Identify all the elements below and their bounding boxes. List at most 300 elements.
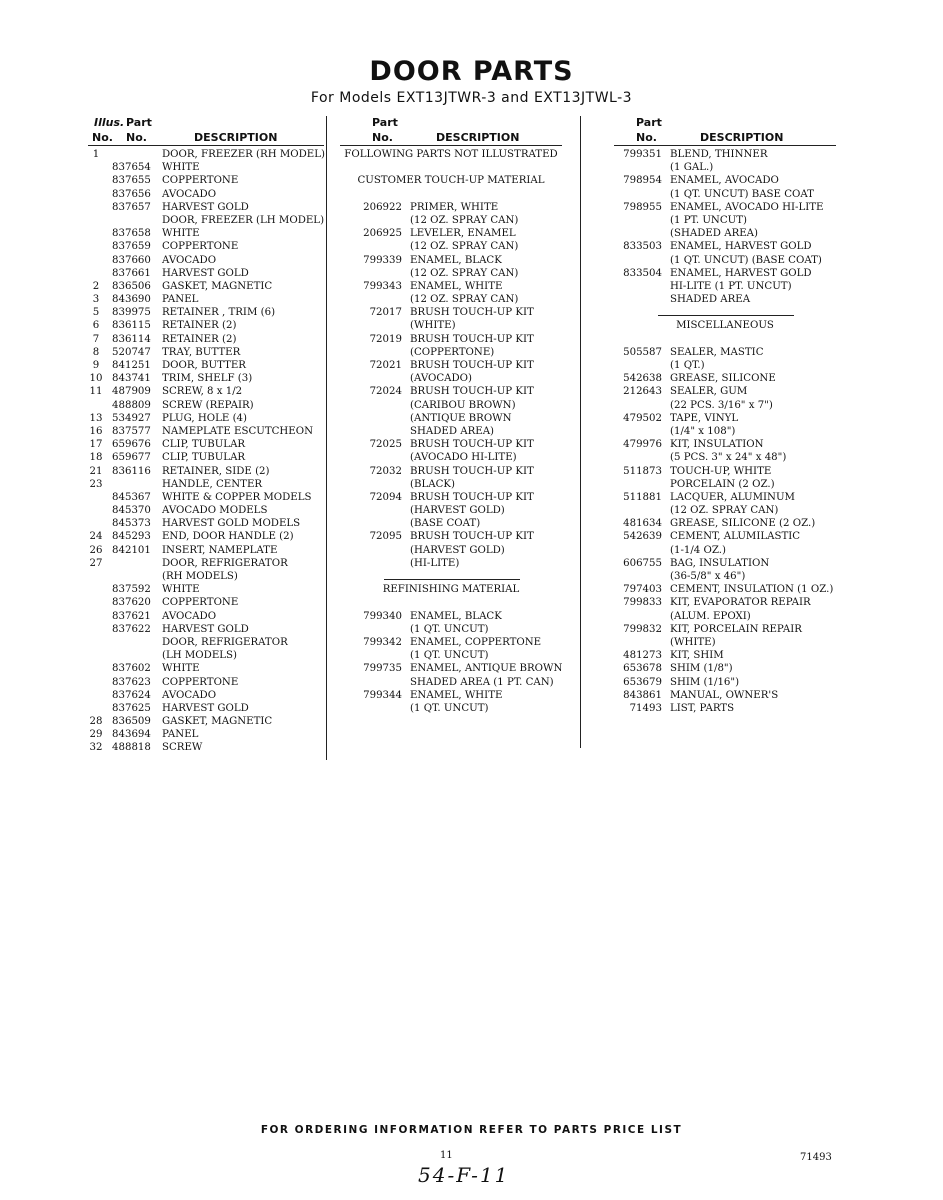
part-description: HARVEST GOLD xyxy=(162,201,249,213)
part-description: BRUSH TOUCH-UP KIT xyxy=(410,531,534,543)
table-row xyxy=(614,689,836,702)
spacer xyxy=(340,596,562,609)
part-number: 837660 xyxy=(112,254,151,266)
table-row xyxy=(614,174,836,187)
part-description: (BLACK) xyxy=(410,478,455,490)
part-description: HI-LITE (1 PT. UNCUT) xyxy=(670,280,792,292)
header-rule xyxy=(88,145,324,146)
part-description: (WHITE) xyxy=(670,636,716,648)
table-row xyxy=(614,596,836,609)
column-header xyxy=(614,116,836,148)
illus-no-label: No. xyxy=(92,131,113,144)
part-description: SHIM (1/8") xyxy=(670,663,733,675)
table-row xyxy=(614,214,836,227)
part-number: 542638 xyxy=(623,373,662,385)
part-number: 837592 xyxy=(112,584,151,596)
part-description: (AVOCADO) xyxy=(410,373,472,385)
part-label: Part xyxy=(372,116,398,129)
part-description: TRIM, SHELF (3) xyxy=(162,373,253,385)
part-description: (ALUM. EPOXI) xyxy=(670,610,751,622)
section-heading-text: CUSTOMER TOUCH-UP MATERIAL xyxy=(357,175,545,187)
table-row xyxy=(88,570,324,583)
table-row xyxy=(88,319,324,332)
page-code: 71493 xyxy=(800,1152,832,1163)
part-number: 71493 xyxy=(629,702,662,714)
part-description: CLIP, TUBULAR xyxy=(162,439,246,451)
illus-number: 18 xyxy=(89,452,103,464)
table-row xyxy=(88,636,324,649)
table-row xyxy=(88,504,324,517)
part-description: (BASE COAT) xyxy=(410,518,481,530)
part-number: 798954 xyxy=(623,175,662,187)
illus-number: 28 xyxy=(89,716,103,728)
part-description: (AVOCADO HI-LITE) xyxy=(410,452,517,464)
table-row xyxy=(88,306,324,319)
part-description: SCREW, 8 x 1/2 xyxy=(162,386,243,398)
table-row xyxy=(340,412,562,425)
table-row xyxy=(340,676,562,689)
table-row xyxy=(340,306,562,319)
table-row xyxy=(614,702,836,715)
part-description: COPPERTONE xyxy=(162,175,239,187)
part-description: WHITE xyxy=(162,584,200,596)
part-number: 845370 xyxy=(112,505,151,517)
table-row xyxy=(88,425,324,438)
part-description: HANDLE, CENTER xyxy=(162,478,263,490)
part-number: 836114 xyxy=(112,333,151,345)
table-row xyxy=(614,517,836,530)
part-description: RETAINER , TRIM (6) xyxy=(162,307,276,319)
table-row xyxy=(88,676,324,689)
description-label: DESCRIPTION xyxy=(194,131,278,144)
part-number: 606755 xyxy=(623,557,662,569)
table-row xyxy=(88,544,324,557)
column-header xyxy=(88,116,324,148)
part-number: 837622 xyxy=(112,623,151,635)
part-number: 845373 xyxy=(112,518,151,530)
illus-label: Illus. xyxy=(94,116,125,129)
table-row xyxy=(88,412,324,425)
part-description: (1 QT. UNCUT) xyxy=(410,702,489,714)
header-rule xyxy=(340,145,562,146)
part-description: (5 PCS. 3" x 24" x 48") xyxy=(670,452,787,464)
part-number: 837623 xyxy=(112,676,151,688)
part-description: COPPERTONE xyxy=(162,241,239,253)
table-row xyxy=(340,201,562,214)
table-row xyxy=(614,412,836,425)
description-label: DESCRIPTION xyxy=(700,131,784,144)
part-description: (12 OZ. SPRAY CAN) xyxy=(410,294,519,306)
table-row xyxy=(614,491,836,504)
table-row xyxy=(614,425,836,438)
part-description: AVOCADO xyxy=(162,610,217,622)
part-description: GREASE, SILICONE xyxy=(670,373,776,385)
part-number: 837625 xyxy=(112,702,151,714)
table-row xyxy=(88,161,324,174)
divider xyxy=(384,579,520,580)
table-row xyxy=(614,636,836,649)
part-number: 837577 xyxy=(112,425,151,437)
table-row xyxy=(340,530,562,543)
part-description: PLUG, HOLE (4) xyxy=(162,412,248,424)
part-label: Part xyxy=(126,116,152,129)
part-description: CLIP, TUBULAR xyxy=(162,452,246,464)
table-row xyxy=(614,293,836,306)
table-row xyxy=(340,359,562,372)
part-description: DOOR, REFRIGERATOR xyxy=(162,557,288,569)
part-number: 799833 xyxy=(623,597,662,609)
table-row xyxy=(340,425,562,438)
table-row xyxy=(88,583,324,596)
part-description: GREASE, SILICONE (2 OZ.) xyxy=(670,518,816,530)
part-description: ENAMEL, HARVEST GOLD xyxy=(670,267,812,279)
table-row xyxy=(88,649,324,662)
table-row xyxy=(88,451,324,464)
part-number: 836116 xyxy=(112,465,151,477)
table-row xyxy=(88,280,324,293)
part-number: 837658 xyxy=(112,228,151,240)
part-number: 799832 xyxy=(623,623,662,635)
table-row xyxy=(88,662,324,675)
section-heading-text: REFINISHING MATERIAL xyxy=(382,584,520,596)
part-number: 837657 xyxy=(112,201,151,213)
part-description: BRUSH TOUCH-UP KIT xyxy=(410,465,534,477)
part-number: 479502 xyxy=(623,412,662,424)
section-heading xyxy=(340,148,562,161)
illus-number: 24 xyxy=(89,531,103,543)
part-number: 797403 xyxy=(623,584,662,596)
part-description: ENAMEL, WHITE xyxy=(410,689,503,701)
part-description: (HARVEST GOLD) xyxy=(410,544,505,556)
table-row xyxy=(88,715,324,728)
table-row xyxy=(340,504,562,517)
ordering-info: FOR ORDERING INFORMATION REFER TO PARTS PRICE LIST xyxy=(260,1124,683,1136)
part-number: 837602 xyxy=(112,663,151,675)
part-description: GASKET, MAGNETIC xyxy=(162,716,273,728)
illus-number: 27 xyxy=(89,557,103,569)
part-number: 837659 xyxy=(112,241,151,253)
illus-number: 5 xyxy=(92,307,100,319)
table-row xyxy=(88,148,324,161)
part-description: TRAY, BUTTER xyxy=(162,346,241,358)
part-number: 72017 xyxy=(369,307,402,319)
table-row xyxy=(614,583,836,596)
part-no-label: No. xyxy=(126,131,147,144)
table-row xyxy=(340,346,562,359)
part-number: 837624 xyxy=(112,689,151,701)
part-number: 653678 xyxy=(623,663,662,675)
part-description: WHITE & COPPER MODELS xyxy=(162,491,312,503)
table-row xyxy=(340,689,562,702)
part-description: TAPE, VINYL xyxy=(670,412,739,424)
part-description: (SHADED AREA) xyxy=(670,228,759,240)
part-number: 843694 xyxy=(112,729,151,741)
table-row xyxy=(614,201,836,214)
part-description: RETAINER (2) xyxy=(162,333,237,345)
table-row xyxy=(614,372,836,385)
table-row xyxy=(88,333,324,346)
part-number: 72032 xyxy=(369,465,402,477)
table-row xyxy=(88,359,324,372)
part-number: 841251 xyxy=(112,360,151,371)
part-number: 72095 xyxy=(369,531,402,543)
section-heading xyxy=(340,174,562,187)
part-description: ENAMEL, COPPERTONE xyxy=(410,636,542,648)
table-row xyxy=(614,161,836,174)
table-row xyxy=(340,610,562,623)
table-row xyxy=(88,530,324,543)
part-description: AVOCADO xyxy=(162,254,217,266)
part-description: DOOR, BUTTER xyxy=(162,360,246,371)
illus-number: 8 xyxy=(92,346,100,358)
table-row xyxy=(614,188,836,201)
table-row xyxy=(614,399,836,412)
table-row xyxy=(88,478,324,491)
part-number: 842101 xyxy=(112,544,151,556)
table-row xyxy=(88,438,324,451)
table-row xyxy=(88,728,324,741)
table-row xyxy=(340,267,562,280)
part-number: 520747 xyxy=(112,346,151,358)
section-heading xyxy=(614,319,836,332)
illus-number: 17 xyxy=(89,439,103,451)
part-description: WHITE xyxy=(162,663,200,675)
part-number: 845293 xyxy=(112,531,151,543)
part-number: 487909 xyxy=(112,386,151,398)
part-description: ENAMEL, BLACK xyxy=(410,254,502,266)
table-row xyxy=(88,385,324,398)
part-number: 659676 xyxy=(112,439,151,451)
column-illustrated-parts xyxy=(88,116,324,755)
spacer xyxy=(614,333,836,346)
illus-number: 21 xyxy=(89,465,103,477)
part-description: (1-1/4 OZ.) xyxy=(670,544,726,556)
table-row xyxy=(88,214,324,227)
part-number: 843690 xyxy=(112,294,151,306)
table-row xyxy=(340,491,562,504)
part-number: 659677 xyxy=(112,452,151,464)
part-number: 72094 xyxy=(369,491,402,503)
column-misc xyxy=(614,116,836,715)
part-description: (12 OZ. SPRAY CAN) xyxy=(410,241,519,253)
part-description: CEMENT, INSULATION (1 OZ.) xyxy=(670,584,834,596)
part-description: SHIM (1/16") xyxy=(670,676,740,688)
part-description: NAMEPLATE ESCUTCHEON xyxy=(162,425,314,437)
table-row xyxy=(340,557,562,570)
part-description: ENAMEL, ANTIQUE BROWN xyxy=(410,663,563,675)
table-row xyxy=(88,610,324,623)
part-description: AVOCADO MODELS xyxy=(162,505,268,517)
parts-list xyxy=(614,148,836,715)
table-row xyxy=(88,227,324,240)
part-description: INSERT, NAMEPLATE xyxy=(162,544,278,556)
table-row xyxy=(88,240,324,253)
part-description: ENAMEL, HARVEST GOLD xyxy=(670,241,812,253)
part-description: KIT, SHIM xyxy=(670,650,724,662)
table-row xyxy=(614,240,836,253)
table-row xyxy=(614,227,836,240)
part-description: (22 PCS. 3/16" x 7") xyxy=(670,399,773,411)
part-number: 799343 xyxy=(363,280,402,292)
part-description: SCREW (REPAIR) xyxy=(162,399,254,411)
part-description: TOUCH-UP, WHITE xyxy=(670,465,772,477)
part-description: (1 GAL.) xyxy=(670,162,714,174)
part-number: 799342 xyxy=(363,636,402,648)
part-description: (1 QT. UNCUT) xyxy=(410,650,489,662)
section-rule xyxy=(340,570,562,583)
table-row xyxy=(614,385,836,398)
part-description: ENAMEL, BLACK xyxy=(410,610,502,622)
handwritten-note: 54-F-11 xyxy=(418,1163,510,1187)
table-row xyxy=(614,610,836,623)
part-description: COPPERTONE xyxy=(162,676,239,688)
part-description: (1/4" x 108") xyxy=(670,425,736,437)
table-row xyxy=(614,267,836,280)
part-description: SHADED AREA) xyxy=(410,425,495,437)
illus-number: 23 xyxy=(89,478,103,490)
section-heading-text: FOLLOWING PARTS NOT ILLUSTRATED xyxy=(344,149,558,160)
table-row xyxy=(614,254,836,267)
table-row xyxy=(614,544,836,557)
part-description: BRUSH TOUCH-UP KIT xyxy=(410,491,534,503)
part-number: 839975 xyxy=(112,307,151,319)
part-number: 72025 xyxy=(369,439,402,451)
illus-number: 6 xyxy=(92,320,100,332)
illus-number: 10 xyxy=(89,373,103,385)
divider xyxy=(658,315,794,316)
part-number: 843861 xyxy=(623,689,662,701)
part-number: 837655 xyxy=(112,175,151,187)
part-description: KIT, PORCELAIN REPAIR xyxy=(670,623,802,635)
header-rule xyxy=(614,145,836,146)
part-number: 653679 xyxy=(623,676,662,688)
part-number: 206922 xyxy=(363,201,402,213)
part-description: AVOCADO xyxy=(162,188,217,200)
illus-number: 29 xyxy=(89,729,103,741)
column-not-illustrated xyxy=(340,116,562,715)
part-description: (ANTIQUE BROWN xyxy=(410,412,512,424)
part-description: (36-5/8" x 46") xyxy=(670,571,746,582)
table-row xyxy=(614,451,836,464)
table-row xyxy=(340,451,562,464)
part-description: SHADED AREA (1 PT. CAN) xyxy=(410,676,554,688)
part-description: (CARIBOU BROWN) xyxy=(410,399,516,411)
table-row xyxy=(340,399,562,412)
illus-number: 26 xyxy=(89,544,103,556)
illus-number: 9 xyxy=(92,360,100,371)
part-number: 799340 xyxy=(363,610,402,622)
illus-number: 7 xyxy=(92,333,100,345)
part-description: (1 PT. UNCUT) xyxy=(670,214,747,226)
part-number: 837656 xyxy=(112,188,151,200)
column-divider xyxy=(580,116,581,748)
table-row xyxy=(614,438,836,451)
part-description: (1 QT. UNCUT) xyxy=(410,623,489,635)
spacer xyxy=(340,161,562,174)
table-row xyxy=(88,741,324,754)
part-description: HARVEST GOLD xyxy=(162,267,249,279)
table-row xyxy=(340,280,562,293)
part-number: 206925 xyxy=(363,228,402,240)
part-description: WHITE xyxy=(162,162,200,174)
part-description: PANEL xyxy=(162,729,199,741)
table-row xyxy=(614,676,836,689)
table-row xyxy=(340,636,562,649)
table-row xyxy=(88,623,324,636)
part-description: LIST, PARTS xyxy=(670,702,735,714)
table-row xyxy=(88,491,324,504)
table-row xyxy=(340,438,562,451)
part-description: SCREW xyxy=(162,742,203,754)
part-description: RETAINER (2) xyxy=(162,320,237,332)
part-description: PANEL xyxy=(162,294,199,306)
part-description: DOOR, FREEZER (LH MODEL) xyxy=(162,214,325,226)
part-description: ENAMEL, AVOCADO xyxy=(670,175,779,187)
part-label: Part xyxy=(636,116,662,129)
part-description: AVOCADO xyxy=(162,689,217,701)
table-row xyxy=(614,504,836,517)
table-row xyxy=(340,662,562,675)
part-number: 837654 xyxy=(112,162,151,174)
part-description: SEALER, MASTIC xyxy=(670,346,764,358)
table-row xyxy=(340,517,562,530)
part-number: 481273 xyxy=(623,650,662,662)
part-number: 845367 xyxy=(112,491,151,503)
table-row xyxy=(88,267,324,280)
part-description: (1 QT.) xyxy=(670,360,705,371)
table-row xyxy=(88,372,324,385)
table-row xyxy=(88,465,324,478)
column-divider xyxy=(326,116,327,760)
part-description: LEVELER, ENAMEL xyxy=(410,228,516,240)
table-row xyxy=(340,372,562,385)
part-description: LACQUER, ALUMINUM xyxy=(670,491,795,503)
part-number: 511881 xyxy=(623,491,662,503)
table-row xyxy=(88,399,324,412)
part-description: SHADED AREA xyxy=(670,294,751,306)
part-description: (LH MODELS) xyxy=(162,650,237,662)
table-row xyxy=(340,293,562,306)
part-number: 837620 xyxy=(112,597,151,609)
part-description: (12 OZ. SPRAY CAN) xyxy=(410,267,519,279)
table-row xyxy=(88,557,324,570)
part-number: 799344 xyxy=(363,689,402,701)
part-description: (1 QT. UNCUT) (BASE COAT) xyxy=(670,254,822,266)
part-description: BRUSH TOUCH-UP KIT xyxy=(410,307,534,319)
page-subtitle: For Models EXT13JTWR-3 and EXT13JTWL-3 xyxy=(310,90,633,106)
page-title: DOOR PARTS xyxy=(369,56,574,87)
part-number: 799735 xyxy=(363,663,402,675)
table-row xyxy=(340,649,562,662)
part-description: KIT, EVAPORATOR REPAIR xyxy=(670,597,811,609)
table-row xyxy=(88,188,324,201)
table-row xyxy=(88,596,324,609)
part-description: (HI-LITE) xyxy=(410,557,460,569)
part-number: 836509 xyxy=(112,716,151,728)
table-row xyxy=(614,148,836,161)
parts-list xyxy=(340,148,562,715)
table-row xyxy=(340,623,562,636)
spacer xyxy=(340,188,562,201)
table-row xyxy=(614,623,836,636)
part-description: (12 OZ. SPRAY CAN) xyxy=(670,505,779,517)
part-number: 833503 xyxy=(623,241,662,253)
part-number: 488809 xyxy=(112,399,151,411)
part-description: DOOR, REFRIGERATOR xyxy=(162,636,288,648)
column-header xyxy=(340,116,562,148)
part-number: 798955 xyxy=(623,201,662,213)
table-row xyxy=(614,530,836,543)
